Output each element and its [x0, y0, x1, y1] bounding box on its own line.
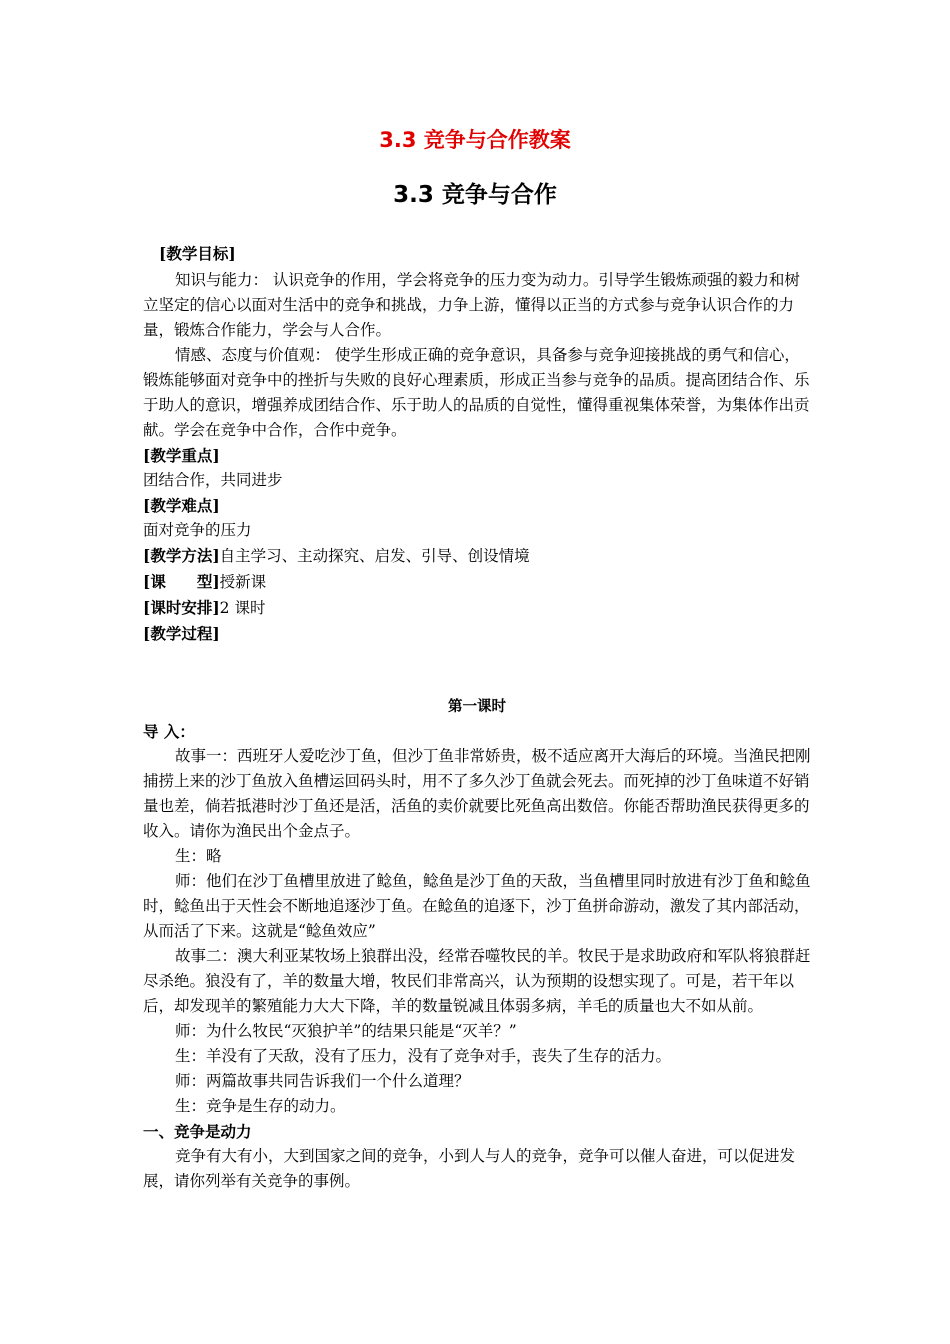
- method-line: [143, 543, 811, 569]
- key-text: 团结合作，共同进步: [143, 471, 283, 489]
- student-reply-one: 生：略: [175, 847, 222, 865]
- goals-heading: [教学目标]: [159, 244, 236, 263]
- schedule-heading: [课时安排]: [143, 598, 220, 617]
- schedule-text: 2 课时: [219, 599, 266, 617]
- difficulty-text: 面对竞争的压力: [143, 521, 252, 539]
- section-one-text: 竞争有大有小，大到国家之间的竞争，小到人与人的竞争，竞争可以催人奋进，可以促进发展，请你列举有关竞争的事例。: [143, 1147, 796, 1190]
- process-heading: [教学过程]: [143, 624, 220, 643]
- type-line: [143, 569, 811, 595]
- difficulty-heading: [教学难点]: [143, 496, 220, 515]
- red-title: 3.3 竞争与合作教案: [379, 128, 571, 152]
- intro-heading: 导 入：: [143, 722, 195, 741]
- goal-emotion: 情感、态度与价值观： 使学生形成正确的竞争意识，具备参与竞争迎接挑战的勇气和信心，锻炼能够面对竞争中的挫折与失败的良好心理素质，形成正当参与竞争的品质。提高团结合作、乐于助人的意识，增强养成团结合作、乐于助人的品质的自觉性，懂得重视集体荣誉，为集体作出贡献。学会在竞争中合作，合作中竞争。: [143, 346, 810, 439]
- teacher-remark-one: 师：他们在沙丁鱼槽里放进了鲶鱼，鲶鱼是沙丁鱼的天敌，当鱼槽里同时放进有沙丁鱼和鲶鱼时，鲶鱼出于天性会不断地追逐沙丁鱼。在鲶鱼的追逐下，沙丁鱼拼命游动，激发了其内部活动，从而活了下来。这就是“鲶鱼效应”: [143, 872, 811, 940]
- student-reply-three: 生：竞争是生存的动力。: [175, 1097, 346, 1115]
- teacher-question-three: 师：两篇故事共同告诉我们一个什么道理？: [175, 1072, 470, 1090]
- key-heading: [教学重点]: [143, 446, 220, 465]
- story-two: 故事二：澳大利亚某牧场上狼群出没，经常吞噬牧民的羊。牧民于是求助政府和军队将狼群赶尽杀绝。狼没有了，羊的数量大增，牧民们非常高兴，认为预期的设想实现了。可是，若干年以后，却发现羊的繁殖能力大大下降，羊的数量锐减且体弱多病，羊毛的质量也大不如从前。: [143, 947, 811, 1015]
- lesson-title: 第一课时: [448, 698, 506, 715]
- method-heading: [教学方法]: [143, 546, 220, 565]
- main-title: 3.3 竞争与合作: [393, 182, 557, 208]
- body-upper: [143, 241, 811, 646]
- method-text: 自主学习、主动探究、启发、引导、创设情境: [219, 547, 530, 565]
- type-text: 授新课: [219, 573, 267, 591]
- schedule-line: [143, 595, 811, 621]
- teacher-question-two: 师：为什么牧民“灭狼护羊”的结果只能是“灭羊？”: [175, 1022, 517, 1040]
- student-reply-two: 生：羊没有了天敌，没有了压力，没有了竞争对手，丧失了生存的活力。: [175, 1047, 672, 1065]
- section-one-heading: 一、竞争是动力: [143, 1122, 252, 1141]
- story-one: 故事一：西班牙人爱吃沙丁鱼，但沙丁鱼非常娇贵，极不适应离开大海后的环境。当渔民把刚捕捞上来的沙丁鱼放入鱼槽运回码头时，用不了多久沙丁鱼就会死去。而死掉的沙丁鱼味道不好销量也差，倘若抵港时沙丁鱼还是活，活鱼的卖价就要比死鱼高出数倍。你能否帮助渔民获得更多的收入。请你为渔民出个金点子。: [143, 747, 811, 840]
- type-heading: [课 型]: [143, 572, 220, 591]
- body-lower: [143, 694, 811, 1194]
- goal-knowledge: 知识与能力： 认识竞争的作用，学会将竞争的压力变为动力。引导学生锻炼顽强的毅力和树立坚定的信心以面对生活中的竞争和挑战，力争上游，懂得以正当的方式参与竞争认识合作的力量，锻炼合作能力，学会与人合作。: [143, 271, 800, 339]
